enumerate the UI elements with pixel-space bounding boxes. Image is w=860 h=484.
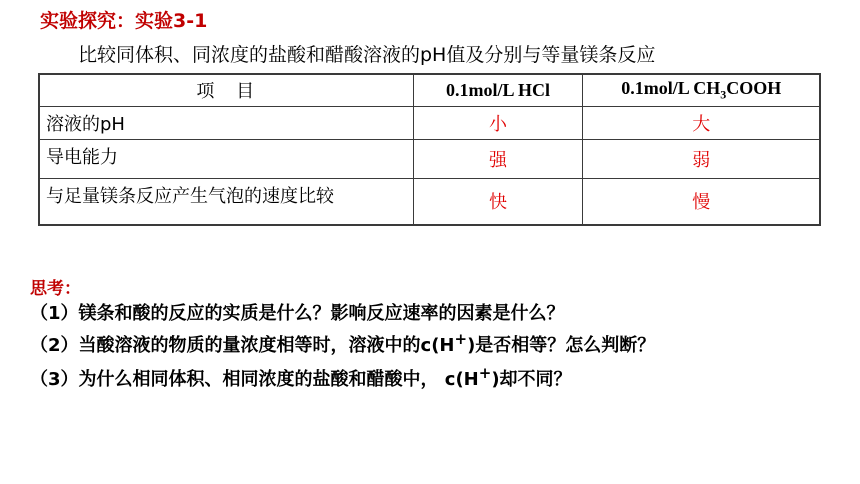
question-2: （2）当酸溶液的物质的量浓度相等时，溶液中的c(H+)是否相等？怎么判断？ [30,330,656,356]
question-1: （1）镁条和酸的反应的实质是什么？影响反应速率的因素是什么？ [30,303,565,324]
acetic-ph-value: 大 [583,106,820,139]
table-row [39,178,820,225]
page-title: 实验探究：实验3-1 [40,10,208,32]
header-item: 项 目 [39,74,413,106]
question-3: （3）为什么相同体积、相同浓度的盐酸和醋酸中， c(H+)却不同？ [30,364,572,390]
comparison-table [38,73,821,226]
table-row [39,140,820,179]
experiment-description: 比较同体积、同浓度的盐酸和醋酸溶液的pH值及分别与等量镁条反应 [78,44,656,66]
hcl-conductivity-value: 强 [413,140,583,179]
row-label-ph: 溶液的pH [39,106,413,139]
table-row [39,106,820,139]
table-header-row [39,74,820,106]
acetic-bubble-speed-value: 慢 [583,178,820,225]
header-acetic-acid: 0.1mol/L $CH_3COOH$ [583,74,820,106]
row-label-bubble-speed: 与足量镁条反应产生气泡的速度比较 [39,178,413,225]
header-hcl: 0.1mol/L HCl [413,74,583,106]
think-heading: 思考： [30,279,81,299]
hcl-ph-value: 小 [413,106,583,139]
acetic-conductivity-value: 弱 [583,140,820,179]
hcl-bubble-speed-value: 快 [413,178,583,225]
row-label-conductivity: 导电能力 [39,140,413,179]
